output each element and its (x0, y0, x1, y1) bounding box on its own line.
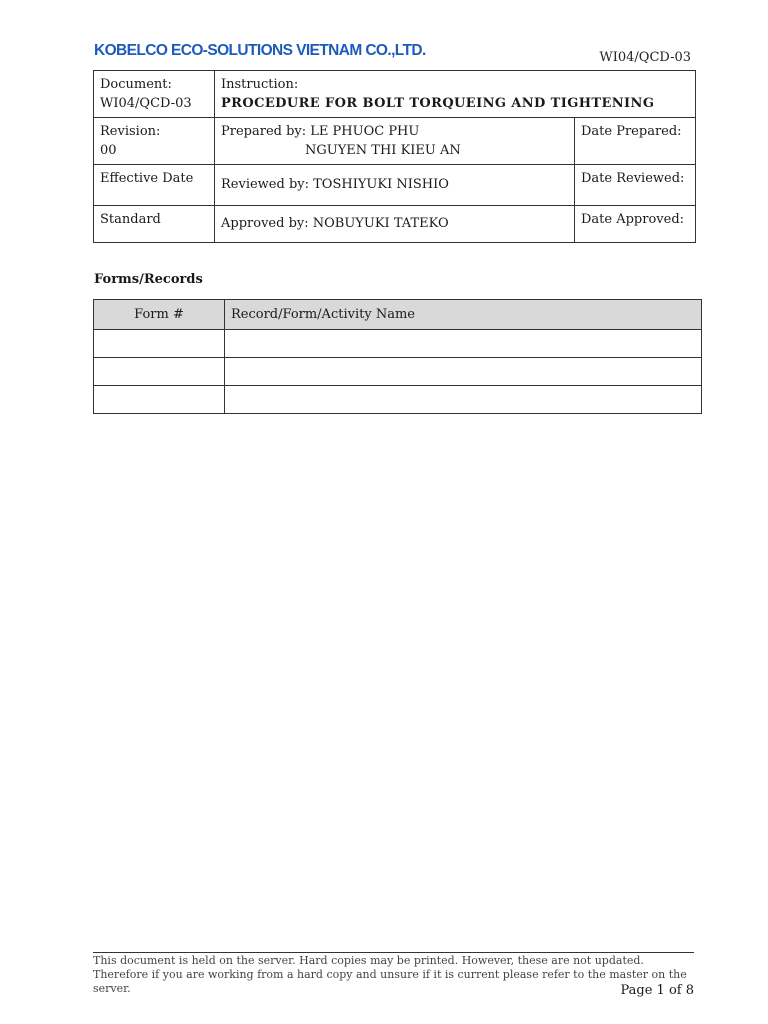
date-reviewed-label: Date Reviewed: (581, 171, 685, 186)
revision-label: Revision: (100, 124, 161, 139)
table-cell (94, 330, 225, 358)
effective-date-label: Effective Date (100, 171, 194, 186)
date-approved-label: Date Approved: (581, 212, 685, 227)
footer-divider (93, 952, 694, 953)
instruction-label: Instruction: (221, 77, 299, 92)
standard-row (94, 206, 696, 243)
prepared-by-1: LE PHUOC PHU (310, 124, 420, 139)
table-cell (94, 358, 225, 386)
table-cell (225, 386, 702, 414)
date-prepared-cell (575, 118, 696, 165)
table-row (94, 386, 702, 414)
table-cell (225, 358, 702, 386)
reviewed-cell (215, 165, 575, 206)
table-cell (225, 330, 702, 358)
document-info-table (93, 70, 696, 243)
approved-label: Approved by: (221, 216, 309, 231)
document-cell (94, 71, 215, 118)
document-value: WI04/QCD-03 (100, 96, 192, 111)
reviewed-by: TOSHIYUKI NISHIO (313, 177, 449, 192)
forms-records-table (93, 299, 702, 414)
page-number: Page 1 of 8 (620, 983, 694, 998)
prepared-cell (215, 118, 575, 165)
reviewed-label: Reviewed by: (221, 177, 309, 192)
effective-row (94, 165, 696, 206)
table-cell (94, 386, 225, 414)
date-prepared-label: Date Prepared: (581, 124, 682, 139)
instruction-title: PROCEDURE FOR BOLT TORQUEING AND TIGHTENING (221, 96, 655, 111)
revision-value: 00 (100, 143, 117, 158)
company-logo-text: KOBELCO ECO-SOLUTIONS VIETNAM CO.,LTD. (94, 42, 426, 59)
date-approved-cell (575, 206, 696, 243)
form-number-header: Form # (94, 300, 225, 330)
record-name-header: Record/Form/Activity Name (225, 300, 702, 330)
table-row (94, 330, 702, 358)
standard-label: Standard (100, 212, 161, 227)
revision-row (94, 118, 696, 165)
approved-by: NOBUYUKI TATEKO (312, 216, 449, 231)
instruction-cell (215, 71, 696, 118)
document-label: Document: (100, 77, 172, 92)
forms-table-header (94, 300, 702, 330)
forms-records-heading: Forms/Records (94, 272, 203, 287)
approved-cell (215, 206, 575, 243)
document-row (94, 71, 696, 118)
standard-cell (94, 206, 215, 243)
effective-date-cell (94, 165, 215, 206)
date-reviewed-cell (575, 165, 696, 206)
revision-cell (94, 118, 215, 165)
document-code-header: WI04/QCD-03 (599, 50, 691, 65)
table-row (94, 358, 702, 386)
prepared-by-2: NGUYEN THI KIEU AN (305, 143, 461, 158)
prepared-label: Prepared by: (221, 124, 307, 139)
footer-disclaimer: This document is held on the server. Hard copies may be printed. However, these are not updated. Therefore if you are working from a hard copy and unsure if it is current please refer to the master on the server. (93, 954, 687, 995)
